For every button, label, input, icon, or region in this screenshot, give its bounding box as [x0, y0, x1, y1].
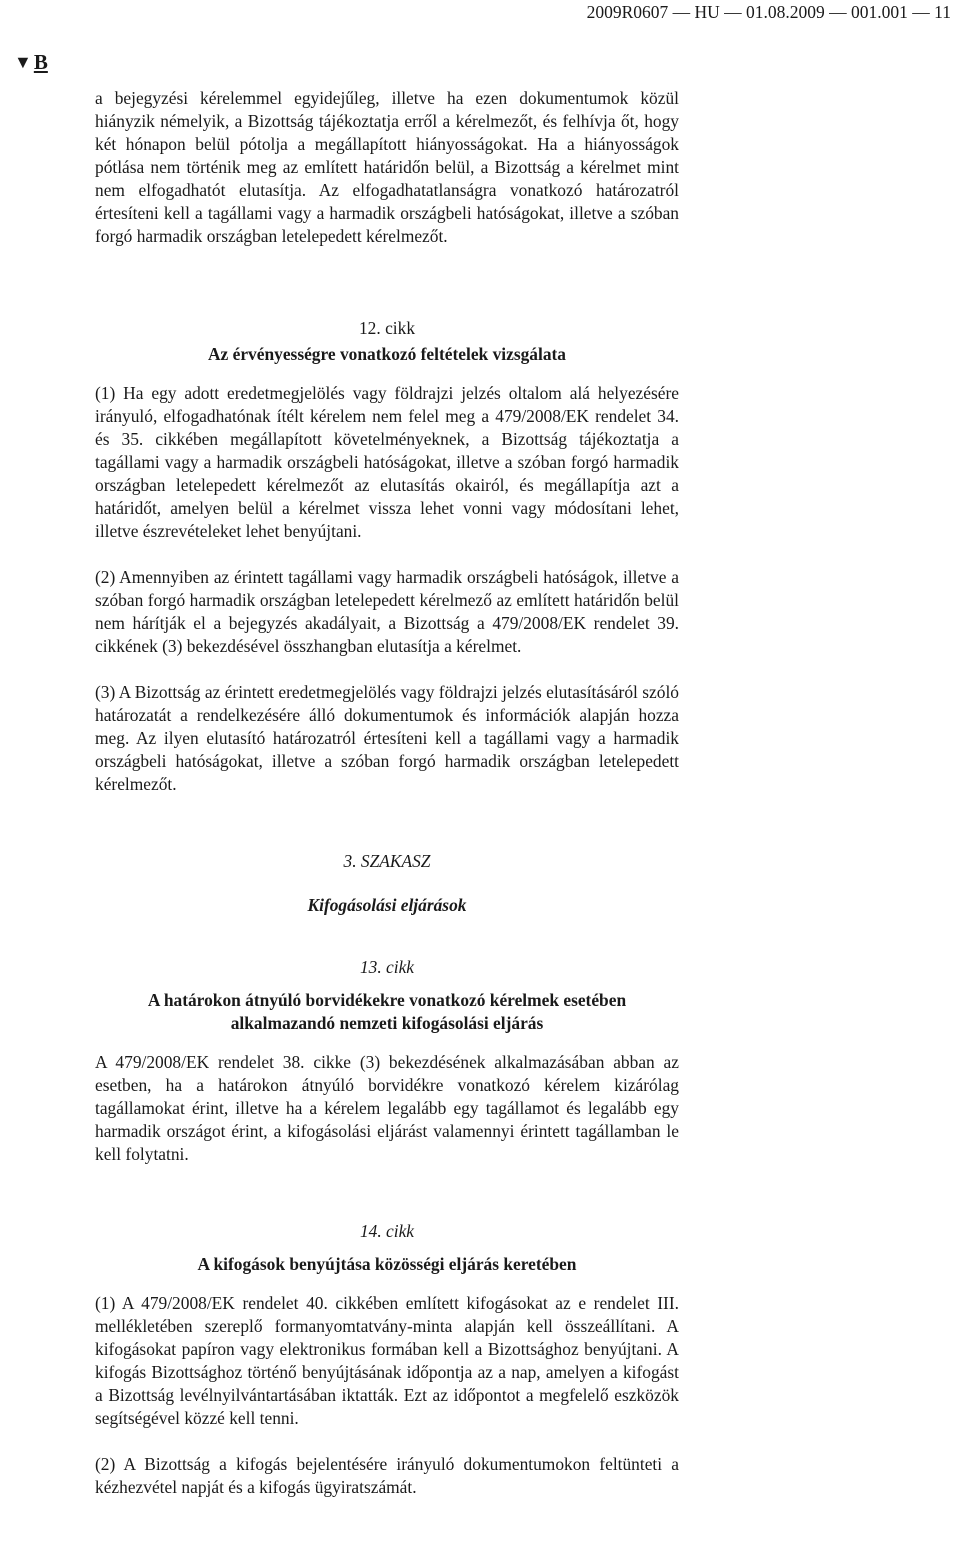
- document-body: [95, 87, 679, 1499]
- article-12-title: Az érvényességre vonatkozó feltételek vizsgálata: [207, 344, 566, 364]
- article-13: [95, 956, 679, 1166]
- section-3: [95, 850, 679, 917]
- section-3-number: 3. SZAKASZ: [343, 851, 431, 871]
- article-13-title: A határokon átnyúló borvidékekre vonatkozó kérelmek esetében alkalmazandó nemzeti kifogásolási eljárás: [147, 990, 627, 1033]
- marker-letter: B: [33, 50, 48, 74]
- triangle-down-icon: ▼: [14, 52, 32, 72]
- article-14-paragraph-1: (1) A 479/2008/EK rendelet 40. cikkében említett kifogásokat az e rendelet III. mellékletében szereplő formanyomtatvány-minta alapján kell összeállítani. A kifogásokat papíron vagy elektronikus formában kell a Bizottsághoz benyújtani. A kifogás Bizottsághoz történő benyújtásának időpontja az a nap, amelyen a kifogást a Bizottság levélnyilvántartásában iktatták. Ezt az időpontot a megfelelő eszközök segítségével közzé kell tenni.: [95, 1293, 679, 1428]
- article-14-title: A kifogások benyújtása közösségi eljárás keretében: [197, 1254, 577, 1274]
- article-14-paragraph-2: (2) A Bizottság a kifogás bejelentésére irányuló dokumentumokon feltünteti a kézhezvétel napját és a kifogás ügyiratszámát.: [95, 1454, 679, 1497]
- intro-paragraph: a bejegyzési kérelemmel egyidejűleg, illetve ha ezen dokumentumok közül hiányzik némelyik, a Bizottság tájékoztatja erről a kérelmezőt, és felhívja őt, hogy két hónapon belül pótolja a megállapított hiányosságokat. Ha a hiányosságok pótlása nem történik meg az említett határidőn belül, a Bizottság a kérelmet mint nem elfogadhatót elutasítja. Az elfogadhatatlanságra vonatkozó határozatról értesíteni kell a tagállami vagy a harmadik országbeli hatóságokat, illetve a szóban forgó harmadik országban letelepedett kérelmezőt.: [95, 88, 679, 246]
- amendment-marker: [14, 50, 48, 75]
- article-12-number: 12. cikk: [358, 318, 416, 338]
- article-12-paragraph-1: (1) Ha egy adott eredetmegjelölés vagy földrajzi jelzés oltalom alá helyezésére irányuló, elfogadhatónak ítélt kérelem nem felel meg a 479/2008/EK rendelet 34. és 35. cikkében megállapított követelményeknek, a Bizottság tájékoztatja a tagállami vagy a harmadik országbeli hatóságokat, illetve a szóban forgó harmadik országban letelepedett kérelmezőt az elutasítás okairól, és megállapítja azt a határidőt, amelyen belül a kérelmet vissza lehet vonni vagy módosítani lehet, illetve észrevételeket lehet benyújtani.: [95, 383, 679, 541]
- article-12: [95, 317, 679, 796]
- section-3-title: Kifogásolási eljárások: [307, 895, 467, 915]
- article-12-paragraph-2: (2) Amennyiben az érintett tagállami vagy harmadik országbeli hatóságok, illetve a szóban forgó harmadik országban letelepedett kérelmező az említett határidőn belül nem hárítják el a bejegyzés akadályait, a Bizottság a 479/2008/EK rendelet 39. cikkének (3) bekezdésével összhangban elutasítja a kérelmet.: [95, 567, 679, 656]
- article-14-number: 14. cikk: [359, 1221, 415, 1241]
- document-reference-header: 2009R0607 — HU — 01.08.2009 — 001.001 — 11: [586, 2, 951, 22]
- article-13-paragraph-1: A 479/2008/EK rendelet 38. cikke (3) bekezdésének alkalmazásában abban az esetben, ha a határokon átnyúló borvidékre vonatkozó kérelem kizárólag tagállamokat érint, illetve ha a kérelem legalább egy tagállamot és legalább egy harmadik országot érint, a kifogásolási eljárást valamennyi érintett tagállamban le kell folytatni.: [95, 1052, 679, 1164]
- article-13-number: 13. cikk: [359, 957, 415, 977]
- article-14: [95, 1220, 679, 1499]
- article-12-paragraph-3: (3) A Bizottság az érintett eredetmegjelölés vagy földrajzi jelzés elutasításáról szóló határozatát a rendelkezésére álló dokumentumok és információk alapján hozza meg. Az ilyen elutasító határozatról értesíteni kell a tagállami vagy a harmadik országbeli hatóságokat, illetve a szóban forgó harmadik országban letelepedett kérelmezőt.: [95, 682, 679, 794]
